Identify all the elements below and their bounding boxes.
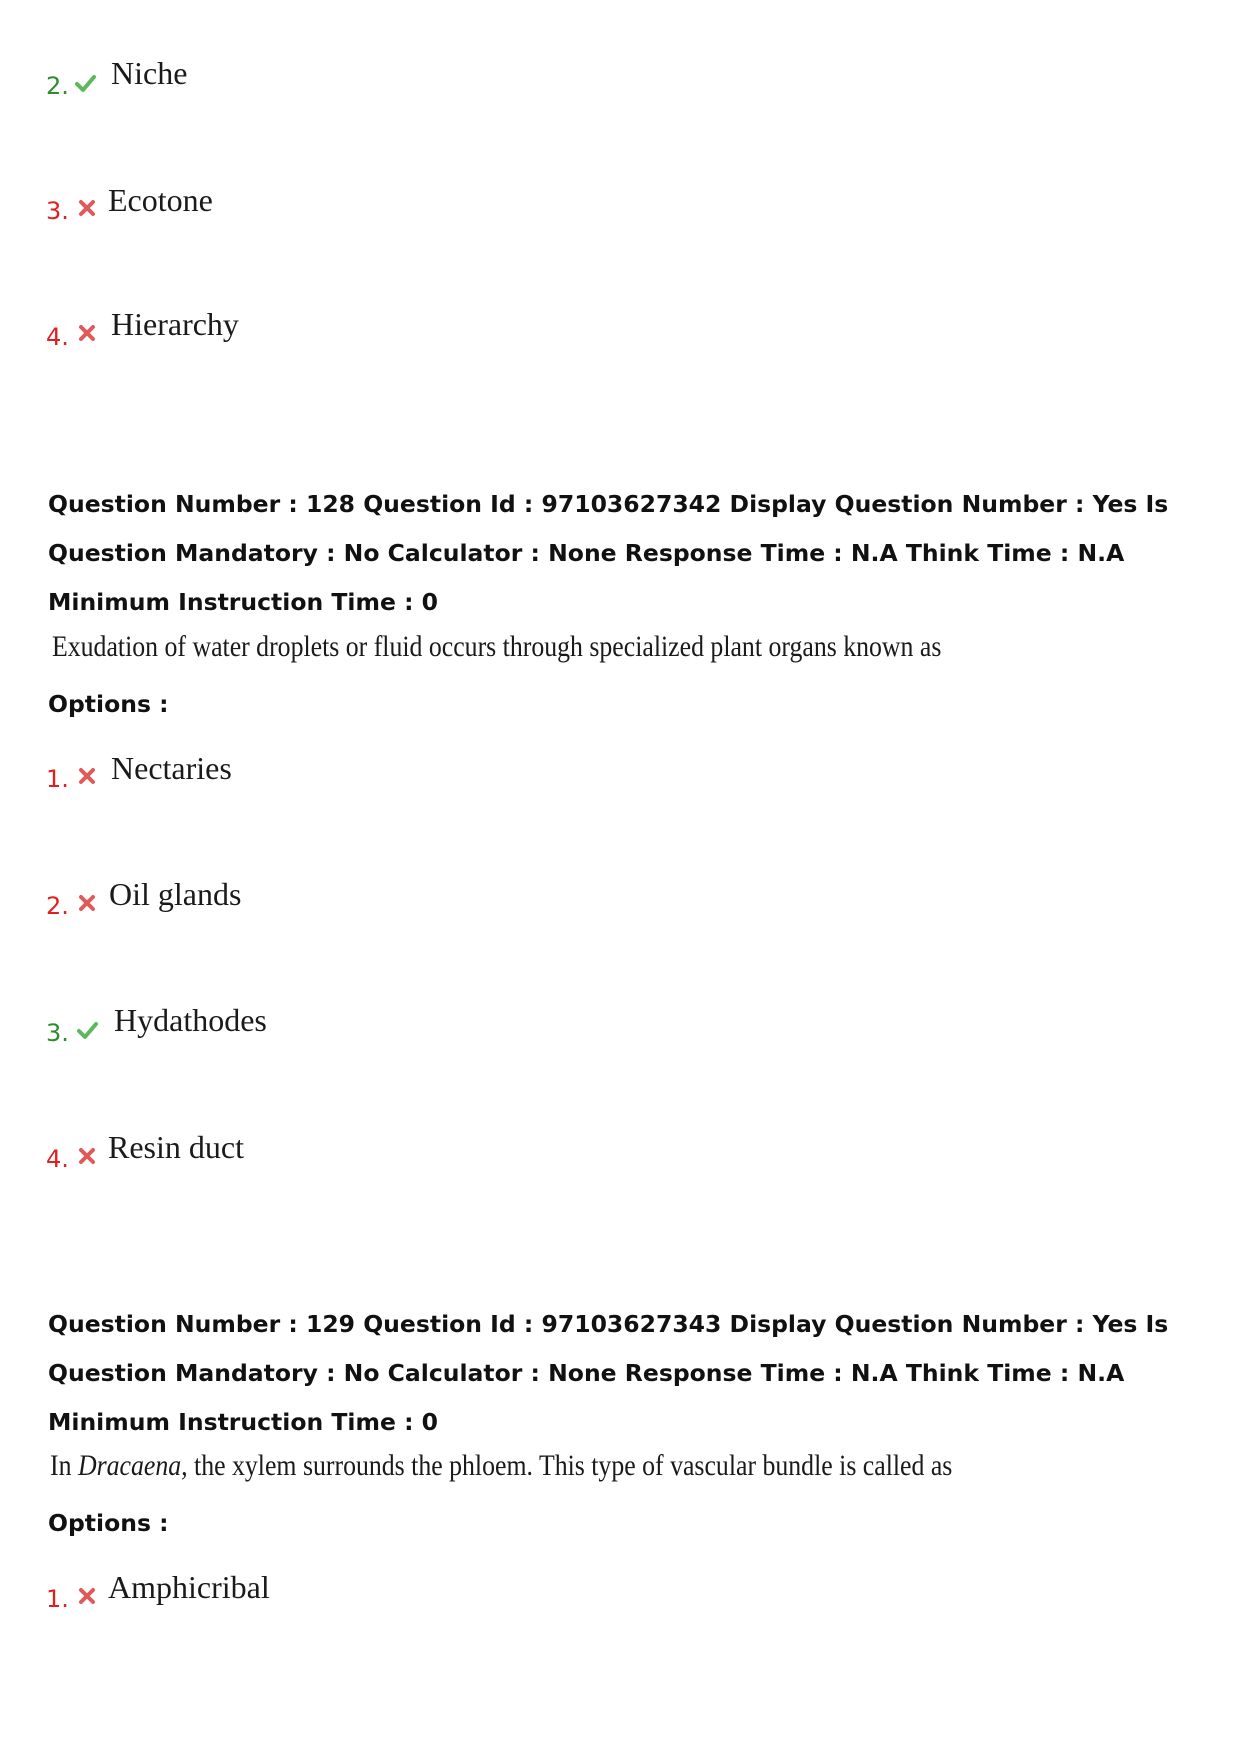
options-label: Options : [48,1509,169,1537]
cross-icon [76,765,98,787]
option-text: Hydathodes [114,1002,267,1038]
option-number: 1. [46,1585,69,1613]
question-text-end: the xylem surrounds the phloem. This type of vascular bundle is called as [187,1449,953,1482]
question-text-italic: Dracaena, [77,1449,188,1482]
cross-icon [76,322,98,344]
question-meta: Question Number : 128 Question Id : 97103627342 Display Question Number : Yes Is Question Mandatory : No Calculator : None Response Time : N.A Think Time : N.A Minimum Instruction Time : 0 [48,490,1169,616]
check-icon [76,1019,98,1041]
cross-icon [76,1585,98,1607]
option-text: Niche [111,55,188,91]
option-number: 4. [46,323,69,351]
option-number: 1. [46,765,69,793]
question-meta: Question Number : 129 Question Id : 97103627343 Display Question Number : Yes Is Question Mandatory : No Calculator : None Response Time : N.A Think Time : N.A Minimum Instruction Time : 0 [48,1310,1169,1436]
question-text: Exudation of water droplets or fluid occurs through specialized plant organs known as [52,630,942,663]
option-text: Nectaries [111,750,232,786]
option-number: 3. [46,1019,69,1047]
option-text: Ecotone [108,182,213,218]
options-label: Options : [48,690,169,718]
option-text: Hierarchy [111,306,239,342]
cross-icon [76,1145,98,1167]
question-text [50,1449,952,1483]
cross-icon [76,197,98,219]
cross-icon [76,892,98,914]
option-number: 4. [46,1145,69,1173]
option-number: 3. [46,197,69,225]
check-icon [74,72,96,94]
option-number: 2. [46,892,69,920]
option-text: Resin duct [108,1129,244,1165]
option-number: 2. [46,72,69,100]
option-text: Amphicribal [108,1569,270,1605]
question-text-start: In [50,1449,78,1482]
option-text: Oil glands [109,876,242,912]
